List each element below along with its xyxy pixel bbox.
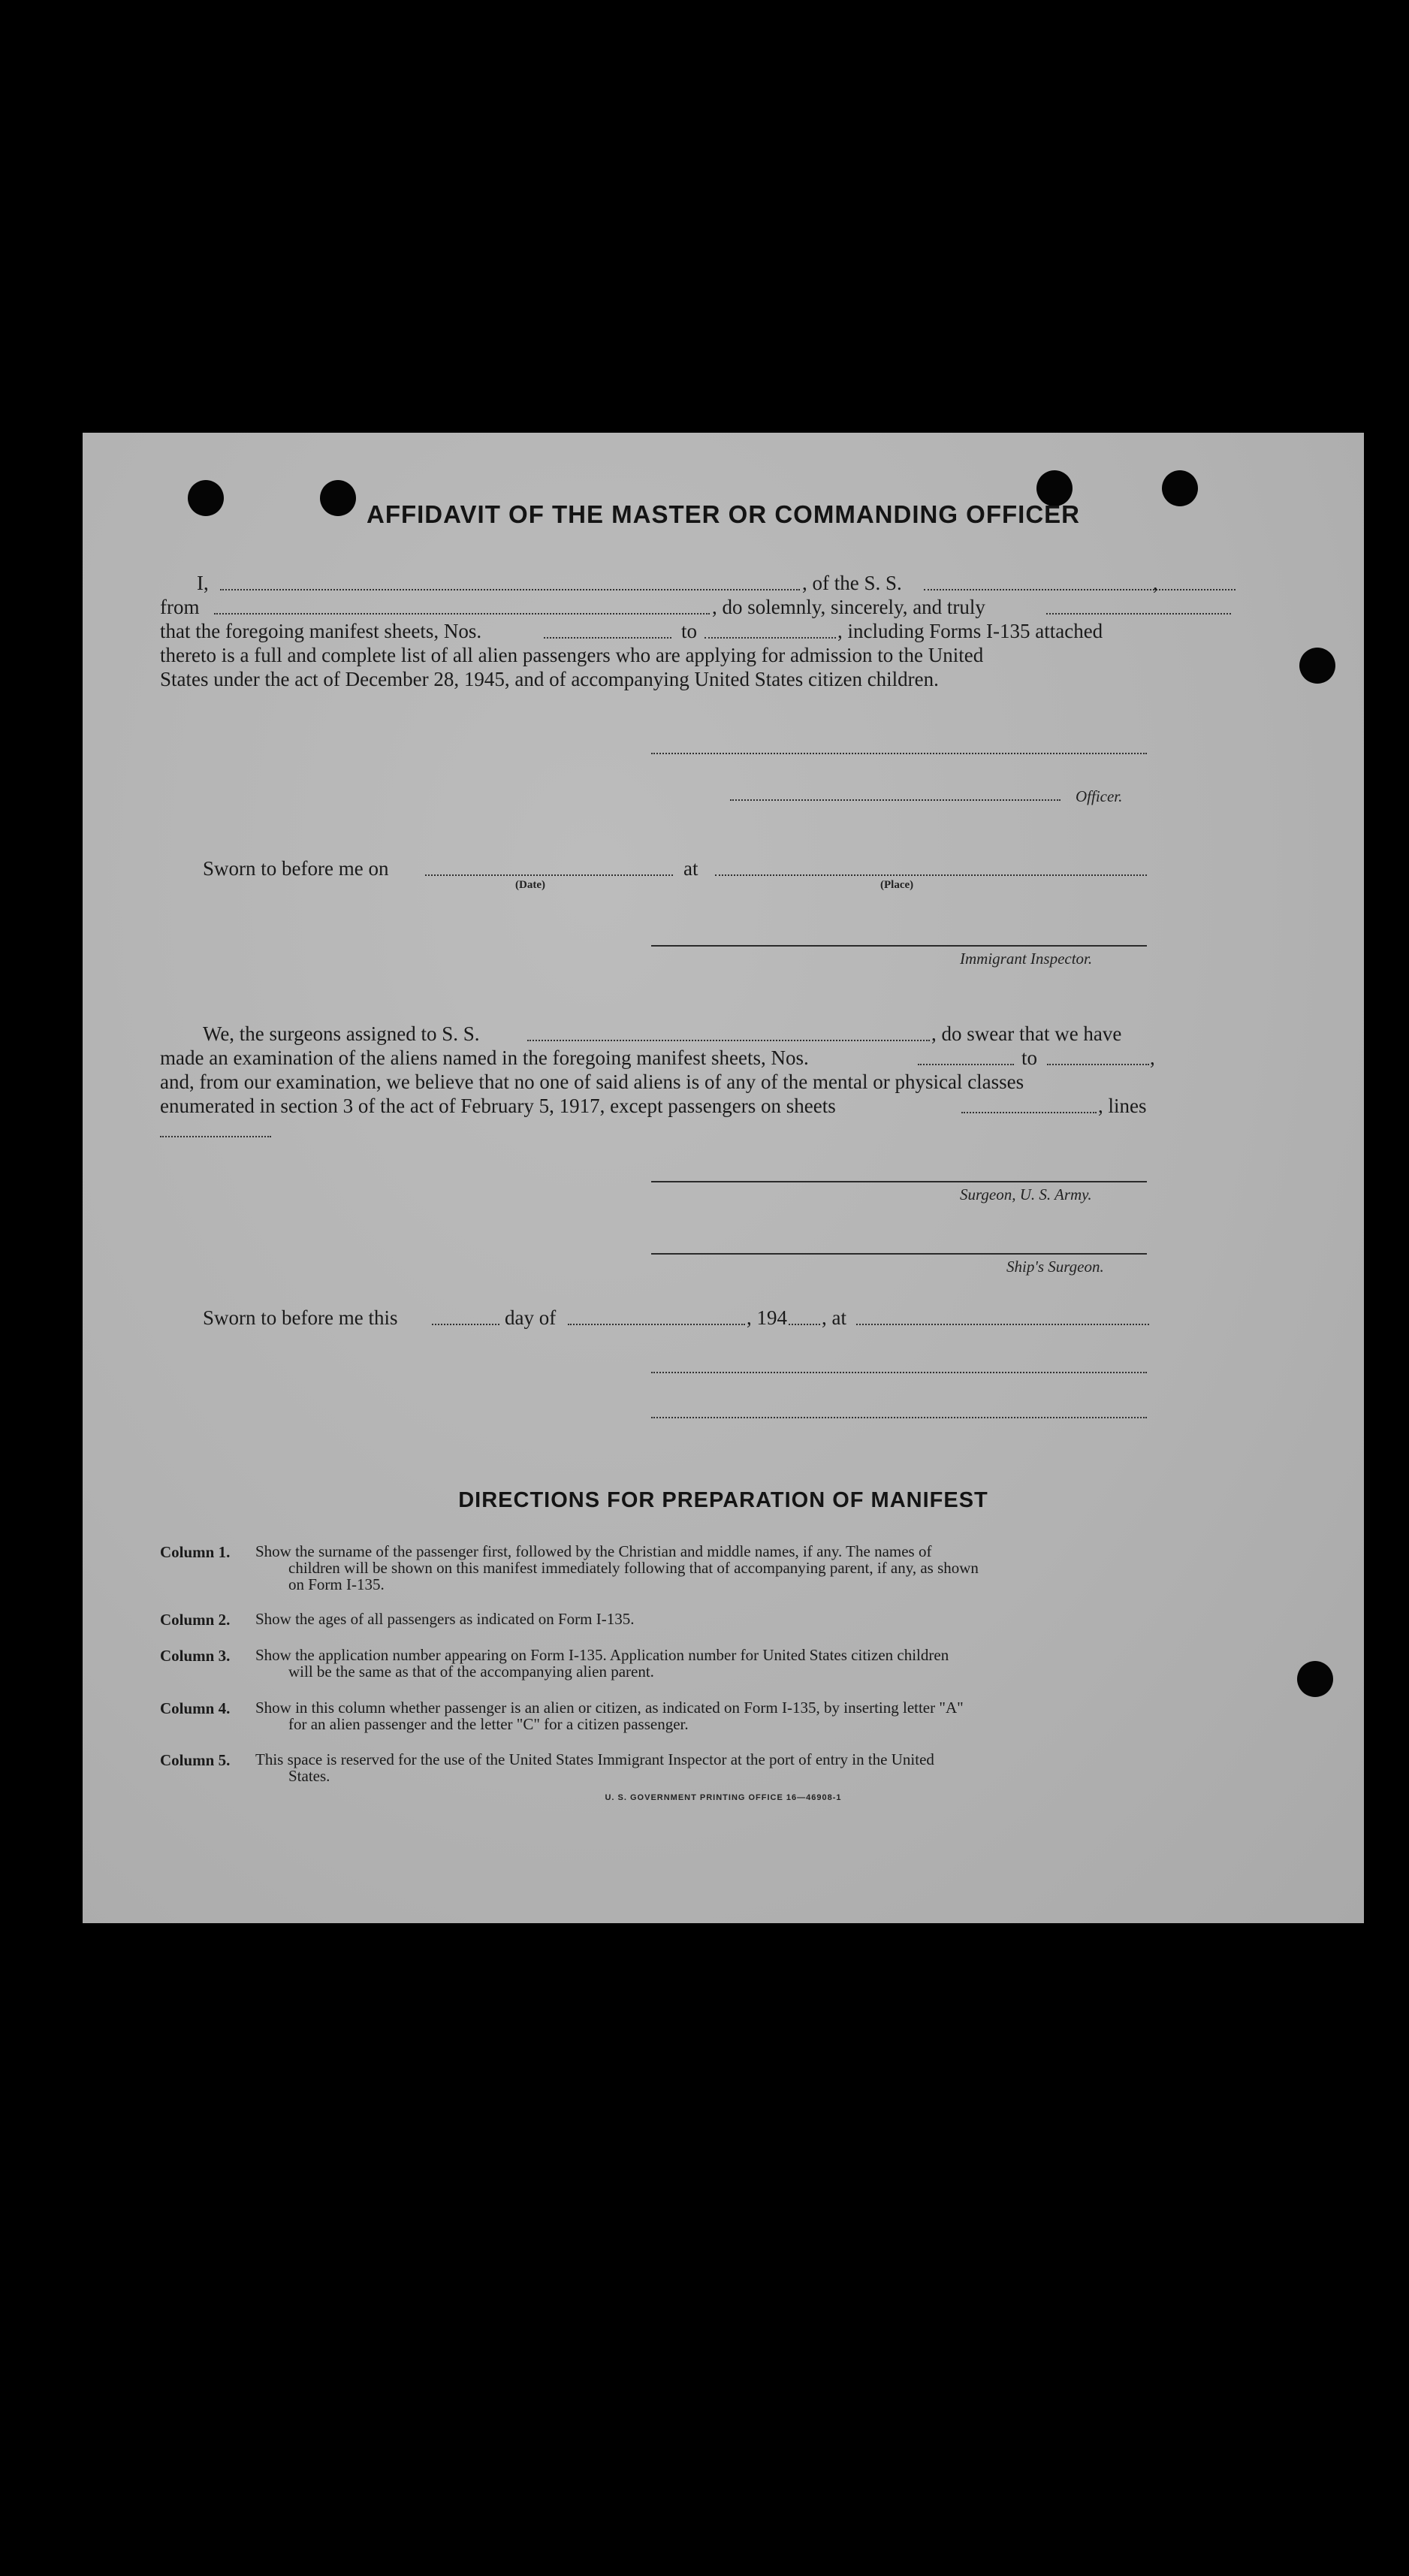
ship-surgeon-label: Ship's Surgeon.: [1006, 1258, 1104, 1276]
affidavit-sheets: that the foregoing manifest sheets, Nos.: [160, 620, 482, 642]
affidavit-i: I,: [197, 572, 209, 594]
direction-label: Column 2.: [160, 1611, 231, 1629]
direction-text: Show the application number appearing on Form I-135. Application number for United States citizen children will be the same as that of the accompanying alien parent.: [255, 1646, 949, 1681]
sworn2-label: Sworn to before me this: [203, 1306, 398, 1329]
sworn2-at: , at: [822, 1306, 846, 1329]
sworn2-day-of: day of: [505, 1306, 557, 1329]
affidavit-title: AFFIDAVIT OF THE MASTER OR COMMANDING OFFICER: [366, 500, 1080, 528]
affidavit-of-ss: , of the S. S.: [802, 572, 902, 594]
affidavit-to: to: [681, 620, 698, 642]
sworn2-year: , 194: [747, 1306, 787, 1329]
manifest-page: [83, 433, 1364, 1923]
date-caption: (Date): [515, 879, 545, 891]
sworn2-place-field: [856, 1324, 1149, 1325]
officer-signature-line: [651, 753, 1147, 754]
direction-label: Column 3.: [160, 1647, 231, 1665]
affidavit-forms: , including Forms I-135 attached: [837, 620, 1103, 642]
affidavit-comma: ,: [1153, 572, 1158, 594]
surgeons-sheet-from: [918, 1064, 1014, 1065]
sworn2-day-field: [432, 1324, 499, 1325]
ship-surgeon-line: [651, 1253, 1147, 1255]
affidavit-line5: States under the act of December 28, 1945, and of accompanying United States citizen children.: [160, 668, 939, 690]
surgeons-line4a: enumerated in section 3 of the act of February 5, 1917, except passengers on sheets: [160, 1095, 836, 1117]
direction-label: Column 5.: [160, 1751, 231, 1769]
officer-title-line: [730, 799, 1061, 801]
affidavit-line4: thereto is a full and complete list of all alien passengers who are applying for admission to the United: [160, 644, 984, 666]
direction-text: Show in this column whether passenger is an alien or citizen, as indicated on Form I-135, by inserting letter "A" for an alien passenger and the letter "C" for a citizen passenger.: [255, 1699, 964, 1733]
direction-text: This space is reserved for the use of the United States Immigrant Inspector at the port of entry in the United States.: [255, 1750, 934, 1785]
master-name-field: [220, 589, 800, 590]
inspector-signature-line: [651, 945, 1147, 947]
sheet-to-field: [704, 637, 836, 639]
army-surgeon-line: [651, 1181, 1147, 1182]
sworn2-signature-line: [651, 1372, 1147, 1373]
direction-label: Column 4.: [160, 1699, 231, 1717]
surgeons-line1a: We, the surgeons assigned to S. S.: [203, 1022, 480, 1045]
punch-hole: [1299, 648, 1335, 684]
sworn2-year-field: [789, 1324, 820, 1325]
direction-text: Show the ages of all passengers as indicated on Form I-135.: [255, 1610, 635, 1628]
from-port-field: [214, 613, 710, 615]
direction-label: Column 1.: [160, 1543, 231, 1561]
place-caption: (Place): [880, 879, 914, 891]
surgeons-line3: and, from our examination, we believe that no one of said aliens is of any of the mental or physical classes: [160, 1071, 1024, 1093]
surgeons-line2a: made an examination of the aliens named in the foregoing manifest sheets, Nos.: [160, 1046, 809, 1069]
printing-office-footer: U. S. GOVERNMENT PRINTING OFFICE 16—46908-1: [605, 1793, 842, 1802]
direction-text: Show the surname of the passenger first, followed by the Christian and middle names, if any. The names of children will be shown on this manifest immediately following that of accompanying parent, if any, as shown on Form I-135.: [255, 1542, 979, 1593]
surgeons-comma: ,: [1150, 1046, 1155, 1069]
except-lines-field: [160, 1136, 271, 1137]
punch-hole: [1297, 1661, 1333, 1697]
sworn-place-field: [715, 874, 1147, 876]
ship-name-field: [924, 589, 1236, 590]
sheet-from-field: [544, 637, 671, 639]
inspector-label: Immigrant Inspector.: [960, 950, 1093, 968]
except-sheets-field: [961, 1112, 1097, 1113]
sworn-at-label: at: [683, 857, 698, 880]
sworn2-title-line: [651, 1417, 1147, 1418]
surgeons-lines: , lines: [1098, 1095, 1147, 1117]
directions-title: DIRECTIONS FOR PREPARATION OF MANIFEST: [458, 1488, 988, 1512]
army-surgeon-label: Surgeon, U. S. Army.: [960, 1185, 1092, 1203]
surgeons-line1b: , do swear that we have: [931, 1022, 1122, 1045]
officer-label: Officer.: [1076, 787, 1123, 805]
affirm-field: [1046, 613, 1231, 615]
sworn-on-label: Sworn to before me on: [203, 857, 389, 880]
affidavit-from: from: [160, 596, 200, 618]
surgeons-to: to: [1021, 1046, 1038, 1069]
surgeons-sheet-to: [1047, 1064, 1149, 1065]
sworn2-month-field: [568, 1324, 745, 1325]
sworn-date-field: [425, 874, 673, 876]
affidavit-swear: , do solemnly, sincerely, and truly: [712, 596, 985, 618]
surgeons-ship-field: [527, 1040, 930, 1041]
